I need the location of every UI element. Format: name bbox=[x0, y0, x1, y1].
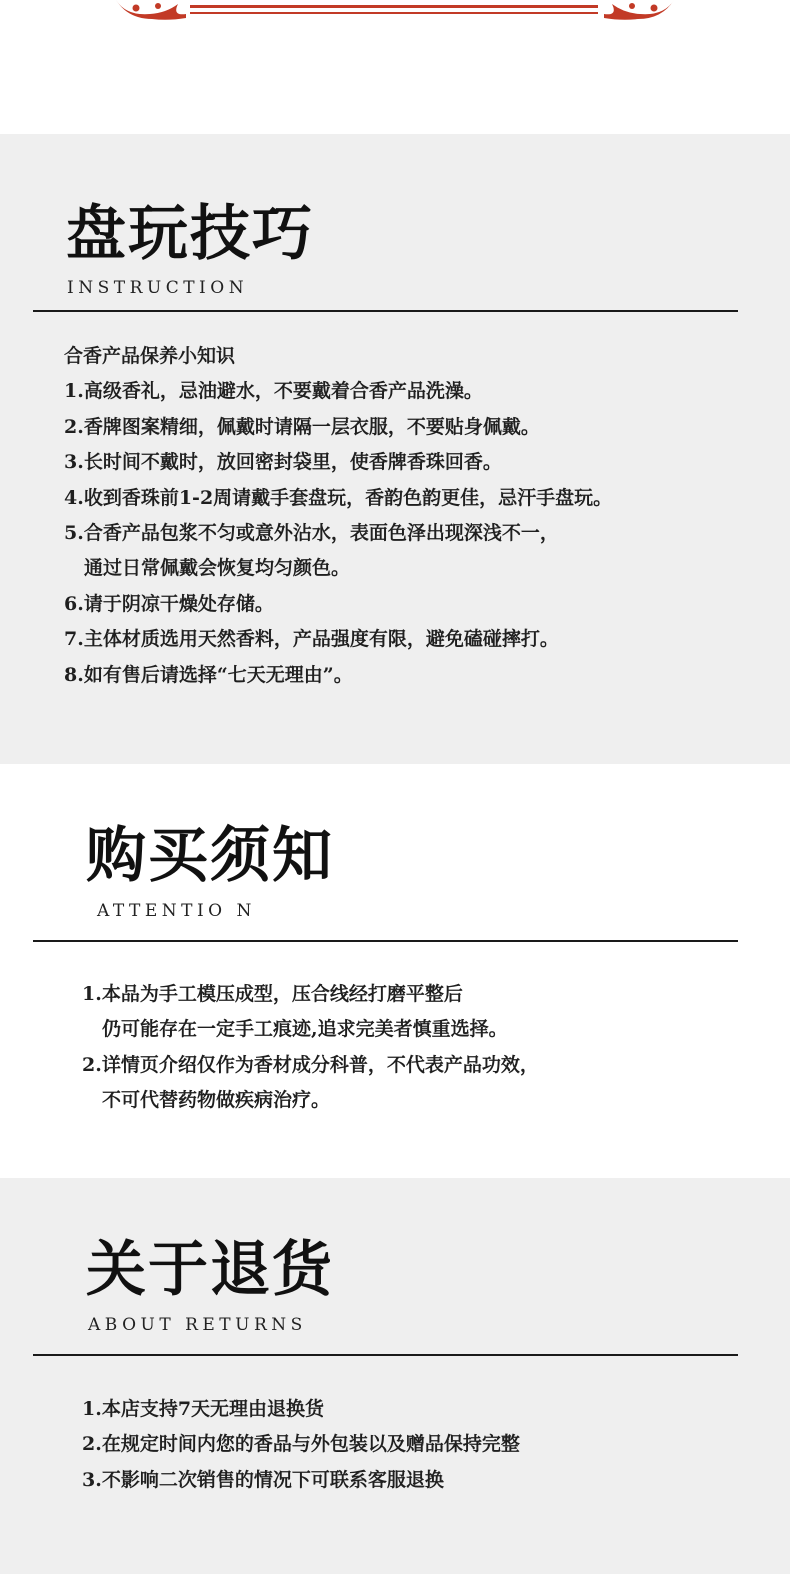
care-item: 8.如有售后请选择“七天无理由”。 bbox=[64, 663, 353, 686]
care-item: 7.主体材质选用天然香料，产品强度有限，避免磕碰摔打。 bbox=[64, 628, 559, 651]
care-list bbox=[64, 339, 612, 693]
care-item-continued: 通过日常佩戴会恢复均匀颜色。 bbox=[84, 557, 351, 580]
care-title: 盘玩技巧 bbox=[66, 199, 314, 269]
notice-subtitle: ATTENTIO N bbox=[97, 901, 256, 921]
care-item: 5.合香产品包浆不匀或意外沾水，表面色泽出现深浅不一， bbox=[64, 521, 559, 544]
care-item: 1.高级香礼，忌油避水，不要戴着合香产品洗澡。 bbox=[64, 380, 483, 403]
care-instructions-section bbox=[0, 134, 790, 764]
returns-item: 3.不影响二次销售的情况下可联系客服退换 bbox=[82, 1468, 444, 1491]
care-item: 3.长时间不戴时，放回密封袋里，使香牌香珠回香。 bbox=[64, 451, 502, 474]
purchase-notice-section bbox=[0, 764, 790, 1178]
notice-divider bbox=[33, 940, 738, 942]
returns-title: 关于退货 bbox=[86, 1235, 334, 1305]
care-subtitle: INSTRUCTION bbox=[67, 278, 249, 298]
care-heading: 合香产品保养小知识 bbox=[64, 345, 236, 367]
notice-list bbox=[82, 977, 539, 1119]
returns-item: 1.本店支持7天无理由退换货 bbox=[82, 1398, 325, 1420]
red-ornamental-divider bbox=[0, 0, 790, 22]
care-item: 6.请于阴凉干燥处存储。 bbox=[64, 592, 274, 615]
notice-item: 1.本品为手工模压成型，压合线经打磨平整后 bbox=[82, 983, 463, 1005]
care-divider bbox=[33, 310, 738, 312]
notice-item: 2.详情页介绍仅作为香材成分科普，不代表产品功效， bbox=[82, 1053, 539, 1076]
care-item: 2.香牌图案精细，佩戴时请隔一层衣服，不要贴身佩戴。 bbox=[64, 415, 540, 438]
notice-title: 购买须知 bbox=[86, 821, 334, 891]
returns-divider bbox=[33, 1354, 738, 1356]
notice-item-continued: 不可代替药物做疾病治疗。 bbox=[102, 1089, 331, 1112]
returns-list bbox=[82, 1392, 520, 1498]
returns-section bbox=[0, 1178, 790, 1574]
care-item: 4.收到香珠前1-2周请戴手套盘玩，香韵色韵更佳，忌汗手盘玩。 bbox=[64, 486, 613, 509]
notice-item-continued: 仍可能存在一定手工痕迹,追求完美者慎重选择。 bbox=[102, 1018, 508, 1041]
returns-item: 2.在规定时间内您的香品与外包装以及赠品保持完整 bbox=[82, 1433, 520, 1456]
returns-subtitle: ABOUT RETURNS bbox=[88, 1315, 307, 1335]
